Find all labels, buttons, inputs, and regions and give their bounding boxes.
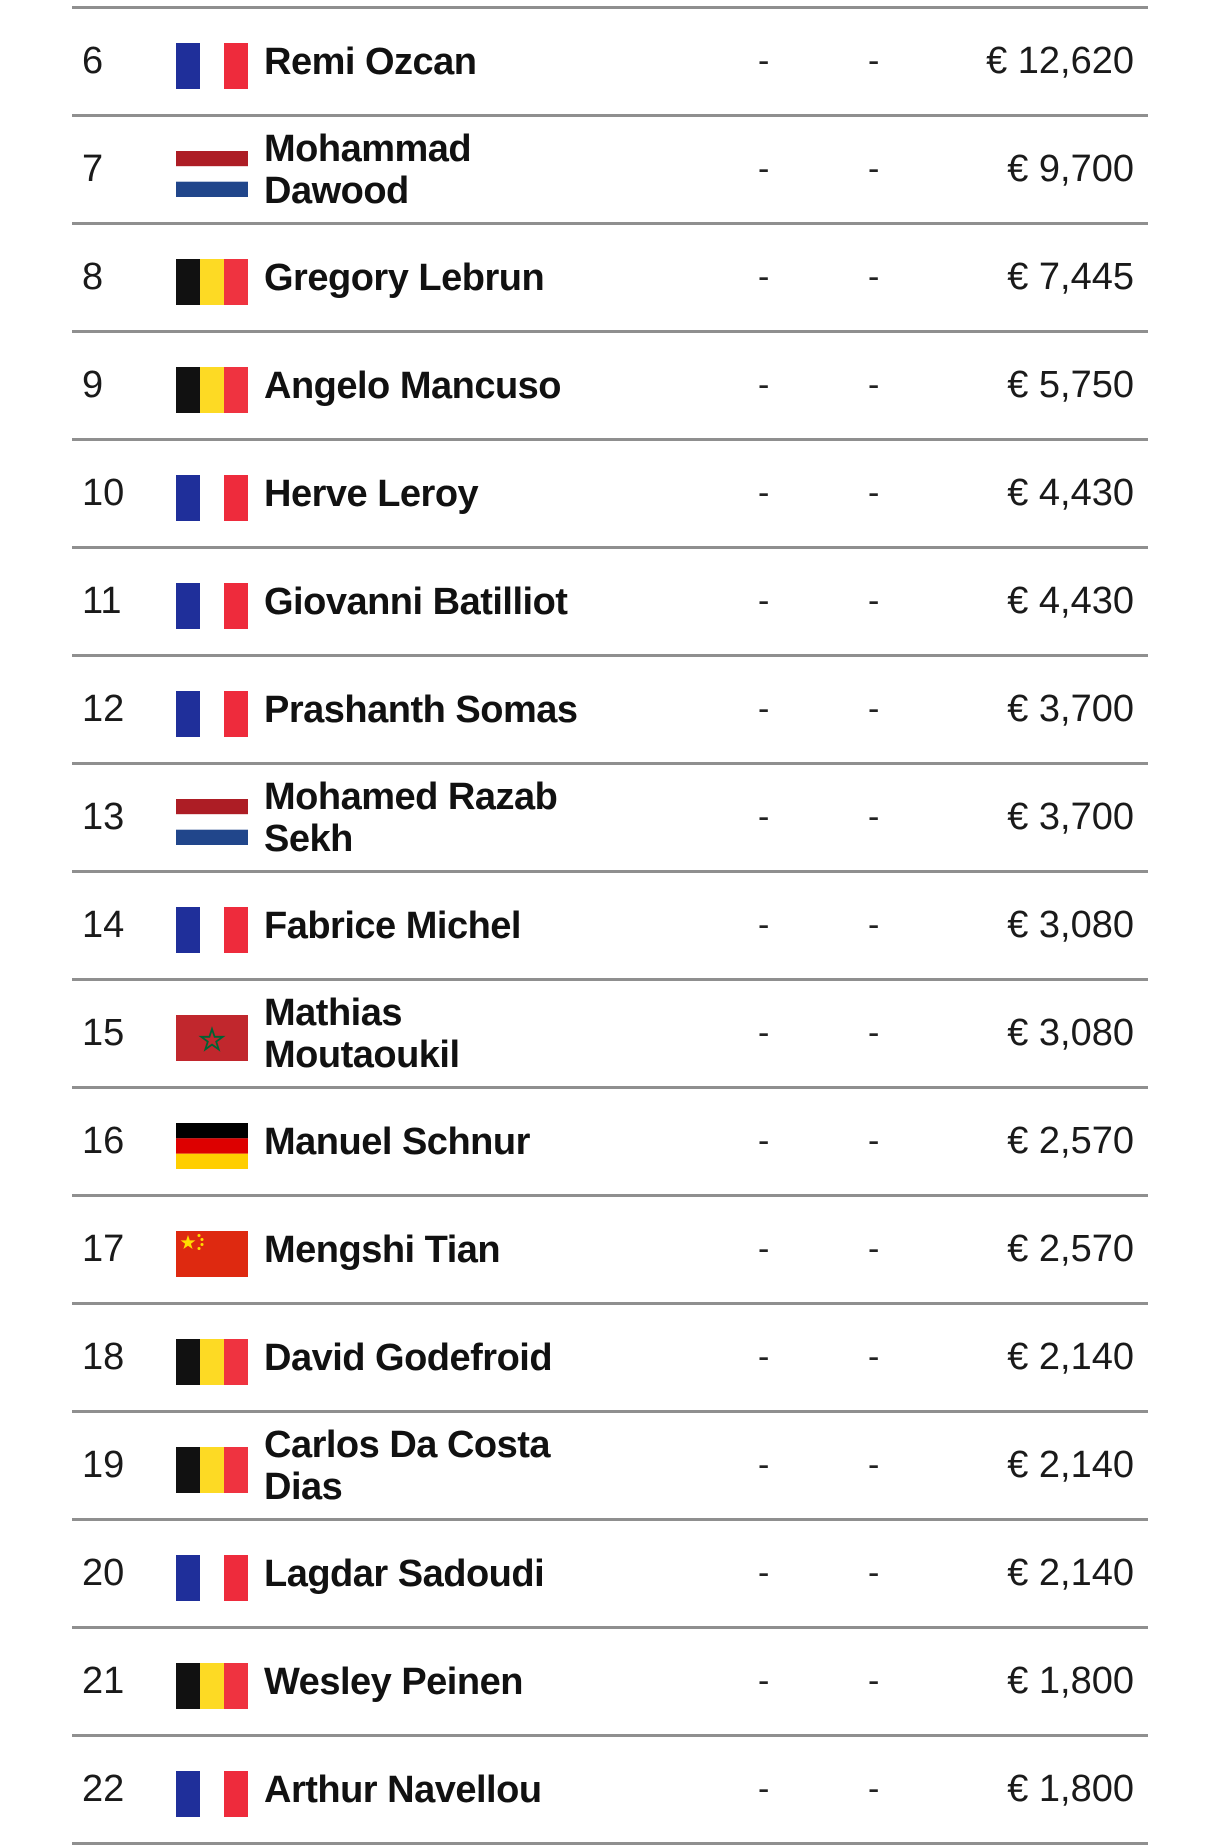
player-name-text: Wesley Peinen (264, 1660, 523, 1703)
stat-cell-1: - (758, 1554, 770, 1592)
table-row[interactable] (72, 1194, 1148, 1302)
prize-cell: € 3,080 (1007, 1012, 1134, 1054)
stat-cell-1: - (758, 1662, 770, 1700)
prize-cell: € 7,445 (1007, 256, 1134, 298)
prize-cell: € 2,140 (1007, 1552, 1134, 1594)
player-name[interactable] (264, 981, 604, 1086)
stat-cell-2: - (868, 1662, 880, 1700)
table-row[interactable] (72, 1410, 1148, 1518)
stat-cell-2: - (868, 906, 880, 944)
player-name[interactable] (264, 1197, 604, 1302)
stat-cell-1: - (758, 42, 770, 80)
france-flag-icon (176, 1555, 248, 1601)
rank-cell: 11 (82, 580, 122, 622)
prize-cell: € 1,800 (1007, 1768, 1134, 1810)
player-name[interactable] (264, 657, 604, 762)
player-name[interactable] (264, 549, 604, 654)
stat-cell-2: - (868, 798, 880, 836)
player-name-text: Prashanth Somas (264, 688, 578, 731)
rank-cell: 14 (82, 904, 125, 946)
stat-cell-1: - (758, 582, 770, 620)
rank-cell: 12 (82, 688, 125, 730)
belgium-flag-icon (176, 1339, 248, 1385)
france-flag-icon (176, 1771, 248, 1817)
results-table (72, 6, 1148, 1845)
prize-cell: € 2,570 (1007, 1228, 1134, 1270)
germany-flag-icon (176, 1123, 248, 1169)
player-name[interactable] (264, 765, 604, 870)
player-name[interactable] (264, 333, 604, 438)
table-row[interactable] (72, 978, 1148, 1086)
stat-cell-1: - (758, 906, 770, 944)
rank-cell: 21 (82, 1660, 125, 1702)
stat-cell-1: - (758, 1770, 770, 1808)
netherlands-flag-icon (176, 799, 248, 845)
france-flag-icon (176, 583, 248, 629)
table-row[interactable] (72, 870, 1148, 978)
table-row[interactable] (72, 654, 1148, 762)
player-name[interactable] (264, 1737, 604, 1842)
player-name[interactable] (264, 9, 604, 114)
table-row[interactable] (72, 1518, 1148, 1626)
stat-cell-1: - (758, 1338, 770, 1376)
prize-cell: € 2,140 (1007, 1444, 1134, 1486)
player-name[interactable] (264, 1521, 604, 1626)
stat-cell-1: - (758, 690, 770, 728)
table-row[interactable] (72, 114, 1148, 222)
stat-cell-2: - (868, 1554, 880, 1592)
stat-cell-1: - (758, 1122, 770, 1160)
rank-cell: 9 (82, 364, 104, 406)
stat-cell-2: - (868, 366, 880, 404)
player-name[interactable] (264, 873, 604, 978)
stat-cell-2: - (868, 1770, 880, 1808)
player-name-text: Mohamed Razab Sekh (264, 775, 558, 860)
stat-cell-1: - (758, 798, 770, 836)
player-name-text: Remi Ozcan (264, 40, 477, 83)
belgium-flag-icon (176, 259, 248, 305)
france-flag-icon (176, 43, 248, 89)
rank-cell: 10 (82, 472, 125, 514)
prize-cell: € 9,700 (1007, 148, 1134, 190)
belgium-flag-icon (176, 367, 248, 413)
france-flag-icon (176, 691, 248, 737)
prize-cell: € 2,140 (1007, 1336, 1134, 1378)
player-name[interactable] (264, 1413, 604, 1518)
table-row[interactable] (72, 1086, 1148, 1194)
table-row[interactable] (72, 222, 1148, 330)
stat-cell-1: - (758, 1014, 770, 1052)
player-name-text: Gregory Lebrun (264, 256, 545, 299)
rank-cell: 18 (82, 1336, 125, 1378)
player-name-text: Lagdar Sadoudi (264, 1552, 545, 1595)
player-name-text: Mohammad Dawood (264, 127, 472, 212)
stat-cell-1: - (758, 1230, 770, 1268)
table-row[interactable] (72, 1302, 1148, 1410)
stat-cell-2: - (868, 1122, 880, 1160)
player-name-text: Manuel Schnur (264, 1120, 530, 1163)
player-name[interactable] (264, 1305, 604, 1410)
prize-cell: € 5,750 (1007, 364, 1134, 406)
stat-cell-1: - (758, 366, 770, 404)
prize-cell: € 3,700 (1007, 688, 1134, 730)
stat-cell-1: - (758, 258, 770, 296)
player-name-text: Arthur Navellou (264, 1768, 542, 1811)
morocco-flag-icon (176, 1015, 248, 1061)
table-row[interactable] (72, 6, 1148, 114)
player-name-text: Herve Leroy (264, 472, 479, 515)
player-name[interactable] (264, 441, 604, 546)
player-name-text: Giovanni Batilliot (264, 580, 568, 623)
rank-cell: 6 (82, 40, 104, 82)
china-flag-icon (176, 1231, 248, 1277)
table-row[interactable] (72, 330, 1148, 438)
prize-cell: € 2,570 (1007, 1120, 1134, 1162)
rank-cell: 22 (82, 1768, 125, 1810)
table-row[interactable] (72, 438, 1148, 546)
player-name-text: David Godefroid (264, 1336, 553, 1379)
rank-cell: 15 (82, 1012, 125, 1054)
stat-cell-2: - (868, 150, 880, 188)
rank-cell: 17 (82, 1228, 125, 1270)
stat-cell-2: - (868, 582, 880, 620)
table-row[interactable] (72, 762, 1148, 870)
player-name-text: Angelo Mancuso (264, 364, 562, 407)
stat-cell-1: - (758, 150, 770, 188)
stat-cell-2: - (868, 1014, 880, 1052)
stat-cell-2: - (868, 1338, 880, 1376)
player-name-text: Mengshi Tian (264, 1228, 501, 1271)
prize-cell: € 4,430 (1007, 580, 1134, 622)
prize-cell: € 3,080 (1007, 904, 1134, 946)
stat-cell-2: - (868, 42, 880, 80)
prize-cell: € 3,700 (1007, 796, 1134, 838)
player-name[interactable] (264, 1089, 604, 1194)
prize-cell: € 12,620 (986, 40, 1134, 82)
netherlands-flag-icon (176, 151, 248, 197)
belgium-flag-icon (176, 1663, 248, 1709)
player-name[interactable] (264, 225, 604, 330)
france-flag-icon (176, 475, 248, 521)
table-row[interactable] (72, 1626, 1148, 1734)
rank-cell: 19 (82, 1444, 125, 1486)
player-name[interactable] (264, 117, 604, 222)
stat-cell-2: - (868, 474, 880, 512)
player-name-text: Fabrice Michel (264, 904, 521, 947)
stat-cell-1: - (758, 1446, 770, 1484)
france-flag-icon (176, 907, 248, 953)
stat-cell-2: - (868, 1230, 880, 1268)
player-name-text: Carlos Da Costa Dias (264, 1423, 551, 1508)
prize-cell: € 1,800 (1007, 1660, 1134, 1702)
player-name[interactable] (264, 1629, 604, 1734)
rank-cell: 16 (82, 1120, 125, 1162)
rank-cell: 13 (82, 796, 125, 838)
player-name-text: Mathias Moutaoukil (264, 991, 460, 1076)
stat-cell-1: - (758, 474, 770, 512)
stat-cell-2: - (868, 258, 880, 296)
rank-cell: 7 (82, 148, 104, 190)
table-row[interactable] (72, 1734, 1148, 1845)
prize-cell: € 4,430 (1007, 472, 1134, 514)
table-row[interactable] (72, 546, 1148, 654)
belgium-flag-icon (176, 1447, 248, 1493)
rank-cell: 20 (82, 1552, 125, 1594)
stat-cell-2: - (868, 690, 880, 728)
stat-cell-2: - (868, 1446, 880, 1484)
rank-cell: 8 (82, 256, 104, 298)
